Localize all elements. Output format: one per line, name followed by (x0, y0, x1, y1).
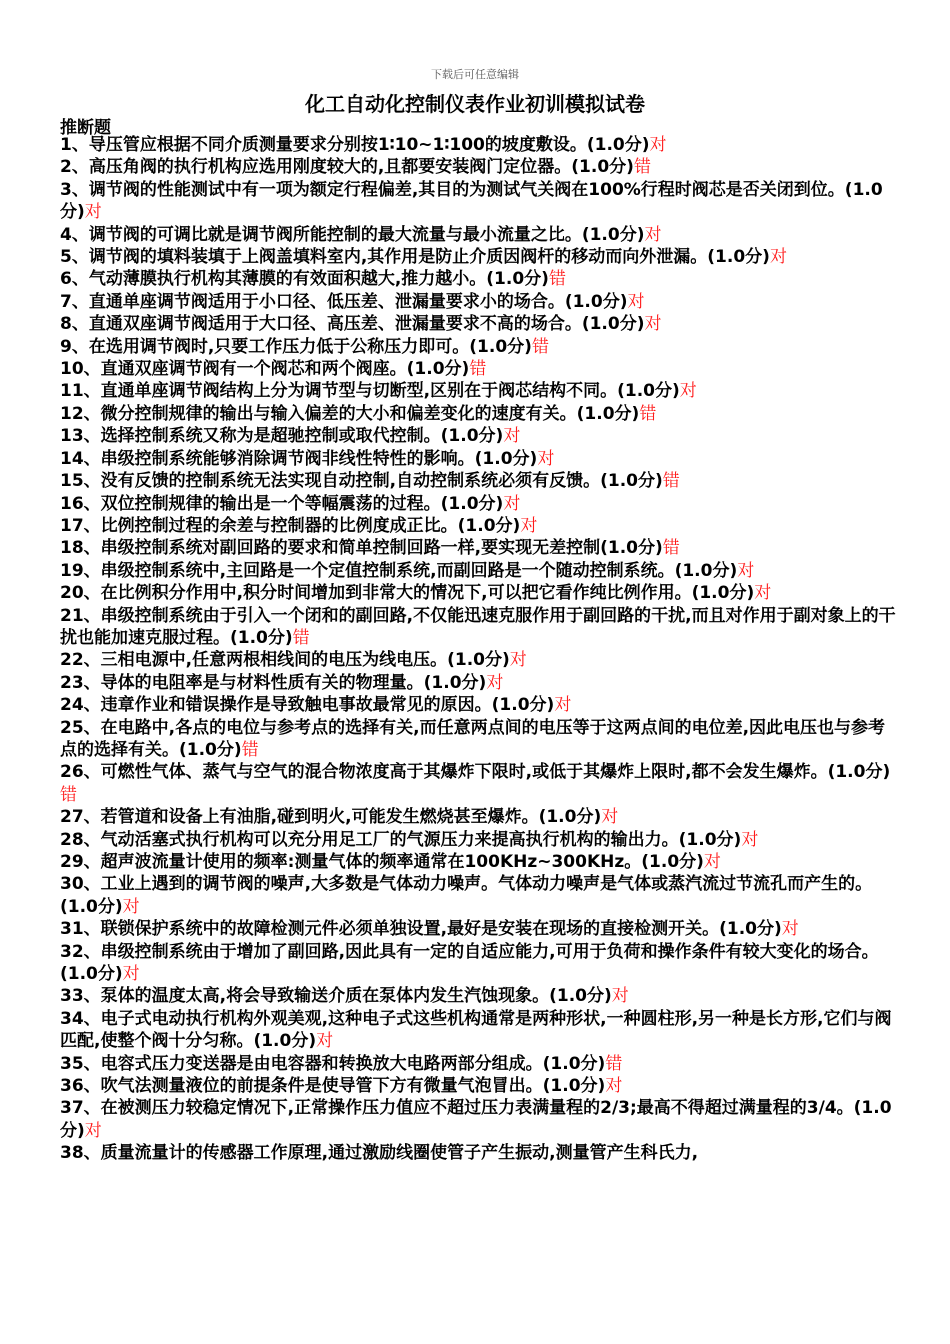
question-text: 6、气动薄膜执行机构其薄膜的有效面积越大,推力越小。(1.0分) (60, 269, 549, 290)
question-item (60, 1097, 896, 1142)
question-item (60, 156, 896, 178)
answer-mark: 对 (554, 695, 572, 716)
question-text: 38、质量流量计的传感器工作原理,通过激励线圈使管子产生振动,测量管产生科氏力, (60, 1143, 699, 1164)
question-text: 10、直通双座调节阀有一个阀芯和两个阀座。(1.0分) (60, 359, 470, 380)
question-item (60, 829, 896, 851)
answer-mark: 对 (520, 515, 538, 536)
question-item (60, 717, 896, 762)
answer-mark: 对 (679, 381, 697, 402)
question-text: 27、若管道和设备上有油脂,碰到明火,可能发生燃烧甚至爆炸。(1.0分) (60, 807, 602, 828)
question-text: 30、工业上遇到的调节阀的噪声,大多数是气体动力噪声。气体动力噪声是气体或蒸汽流过节流孔而产生的。(1.0分) (60, 874, 873, 917)
question-item (60, 761, 896, 806)
question-list (60, 134, 896, 1165)
answer-mark: 对 (644, 314, 662, 335)
answer-mark: 对 (122, 964, 140, 985)
question-item (60, 672, 896, 694)
answer-mark: 错 (241, 739, 259, 760)
question-text: 3、调节阀的性能测试中有一项为额定行程偏差,其目的为测试气关阀在100%行程时阀芯是否关闭到位。(1.0分) (60, 179, 883, 223)
answer-mark: 错 (548, 269, 566, 290)
question-text: 20、在比例积分作用中,积分时间增加到非常大的情况下,可以把它看作纯比例作用。(1.0分) (60, 583, 755, 604)
question-item (60, 403, 896, 425)
answer-mark: 对 (737, 560, 755, 581)
question-text: 12、微分控制规律的输出与输入偏差的大小和偏差变化的速度有关。(1.0分) (60, 403, 640, 424)
answer-mark: 对 (509, 650, 527, 671)
answer-mark: 对 (754, 583, 772, 604)
answer-mark: 错 (292, 627, 310, 648)
question-item (60, 605, 896, 650)
answer-mark: 对 (627, 291, 645, 312)
question-text: 4、调节阀的可调比就是调节阀所能控制的最大流量与最小流量之比。(1.0分) (60, 224, 645, 245)
question-text: 26、可燃性气体、蒸气与空气的混合物浓度高于其爆炸下限时,或低于其爆炸上限时,都不会发生爆炸。(1.0分) (60, 762, 891, 783)
question-text: 15、没有反馈的控制系统无法实现自动控制,自动控制系统必须有反馈。(1.0分) (60, 471, 663, 492)
answer-mark: 错 (662, 471, 680, 492)
answer-mark: 对 (486, 672, 504, 693)
section-title: 推断题 (60, 118, 111, 138)
answer-mark: 错 (60, 784, 77, 805)
answer-mark: 对 (649, 135, 667, 155)
question-item (60, 336, 896, 358)
question-item (60, 537, 896, 559)
question-text: 14、串级控制系统能够消除调节阀非线性特性的影响。(1.0分) (60, 448, 538, 469)
question-text: 1、导压管应根据不同介质测量要求分别按1∶10~1∶100的坡度敷设。(1.0分) (60, 135, 650, 155)
answer-mark: 错 (639, 403, 657, 424)
answer-mark: 对 (537, 448, 555, 469)
question-text: 32、串级控制系统由于增加了副回路,因此具有一定的自适应能力,可用于负荷和操作条件有较大变化的场合。(1.0分) (60, 941, 879, 985)
answer-mark: 对 (644, 224, 662, 245)
question-item (60, 224, 896, 246)
question-text: 18、串级控制系统对副回路的要求和简单控制回路一样,要实现无差控制(1.0分) (60, 538, 663, 559)
question-item (60, 582, 896, 604)
question-item (60, 873, 896, 918)
question-text: 28、气动活塞式执行机构可以充分用足工厂的气源压力来提高执行机构的输出力。(1.0分) (60, 829, 742, 850)
answer-mark: 对 (605, 1076, 623, 1097)
question-text: 37、在被测压力较稳定情况下,正常操作压力值应不超过压力表满量程的2/3;最高不得超过满量程的3/4。(1.0分) (60, 1098, 892, 1141)
question-item (60, 1142, 896, 1164)
question-text: 19、串级控制系统中,主回路是一个定值控制系统,而副回路是一个随动控制系统。(1.0分) (60, 560, 738, 581)
question-text: 16、双位控制规律的输出是一个等幅震荡的过程。(1.0分) (60, 493, 504, 514)
question-text: 31、联锁保护系统中的故障检测元件必须单独设置,最好是安装在现场的直接检测开关。(1.0分) (60, 919, 782, 940)
question-text: 23、导体的电阻率是与材料性质有关的物理量。(1.0分) (60, 672, 487, 693)
question-item (60, 291, 896, 313)
question-text: 33、泵体的温度太高,将会导致输送介质在泵体内发生汽蚀现象。(1.0分) (60, 986, 612, 1007)
question-item (60, 179, 896, 224)
question-item (60, 448, 896, 470)
question-item (60, 1008, 896, 1053)
question-text: 17、比例控制过程的余差与控制器的比例度成正比。(1.0分) (60, 515, 521, 536)
answer-mark: 对 (316, 1031, 334, 1052)
question-item (60, 358, 896, 380)
answer-mark: 对 (503, 426, 521, 447)
page-title: 化工自动化控制仪表作业初训模拟试卷 (305, 92, 645, 116)
answer-mark: 对 (601, 807, 619, 828)
answer-mark: 对 (84, 202, 102, 223)
question-item (60, 493, 896, 515)
answer-mark: 错 (531, 336, 549, 357)
question-text: 25、在电路中,各点的电位与参考点的选择有关,而任意两点间的电压等于这两点间的电位差,因此电压也与参考点的选择有关。(1.0分) (60, 717, 886, 760)
question-text: 34、电子式电动执行机构外观美观,这种电子式这些机构通常是两种形状,一种圆柱形,另一种是长方形,它们与阀匹配,使整个阀十分匀称。(1.0分) (60, 1008, 892, 1052)
question-text: 22、三相电源中,任意两根相线间的电压为线电压。(1.0分) (60, 650, 510, 671)
question-item (60, 268, 896, 290)
answer-mark: 错 (633, 157, 651, 178)
question-text: 35、电容式压力变送器是由电容器和转换放大电路两部分组成。(1.0分) (60, 1053, 606, 1074)
question-text: 2、高压角阀的执行机构应选用刚度较大的,且都要安装阀门定位器。(1.0分) (60, 157, 634, 178)
question-item (60, 134, 896, 156)
answer-mark: 对 (781, 919, 799, 940)
question-text: 9、在选用调节阀时,只要工作压力低于公称压力即可。(1.0分) (60, 336, 532, 357)
question-item (60, 649, 896, 671)
question-text: 21、串级控制系统由于引入一个闭和的副回路,不仅能迅速克服作用于副回路的干扰,而且对作用于副对象上的干扰也能加速克服过程。(1.0分) (60, 605, 896, 648)
answer-mark: 对 (122, 896, 140, 917)
question-item (60, 985, 896, 1007)
answer-mark: 对 (503, 493, 521, 514)
question-text: 29、超声波流量计使用的频率:测量气体的频率通常在100KHz~300KHz。(1.0分) (60, 852, 704, 872)
question-item (60, 918, 896, 940)
question-text: 5、调节阀的填料装填于上阀盖填料室内,其作用是防止介质因阀杆的移动而向外泄漏。(1.0分) (60, 247, 770, 268)
question-item (60, 515, 896, 537)
question-item (60, 246, 896, 268)
answer-mark: 对 (84, 1120, 102, 1141)
question-text: 11、直通单座调节阀结构上分为调节型与切断型,区别在于阀芯结构不同。(1.0分) (60, 381, 680, 402)
question-item (60, 941, 896, 986)
question-item (60, 313, 896, 335)
question-item (60, 380, 896, 402)
question-text: 8、直通双座调节阀适用于大口径、高压差、泄漏量要求不高的场合。(1.0分) (60, 314, 645, 335)
header-note: 下载后可任意编辑 (431, 68, 519, 81)
question-item (60, 1053, 896, 1075)
answer-mark: 对 (611, 986, 629, 1007)
answer-mark: 错 (469, 359, 487, 380)
answer-mark: 对 (703, 852, 721, 872)
question-item (60, 560, 896, 582)
answer-mark: 对 (741, 829, 759, 850)
question-item (60, 425, 896, 447)
answer-mark: 对 (769, 247, 787, 268)
question-item (60, 470, 896, 492)
question-text: 13、选择控制系统又称为是超驰控制或取代控制。(1.0分) (60, 426, 504, 447)
answer-mark: 错 (605, 1053, 623, 1074)
question-text: 7、直通单座调节阀适用于小口径、低压差、泄漏量要求小的场合。(1.0分) (60, 291, 628, 312)
question-item (60, 806, 896, 828)
question-text: 36、吹气法测量液位的前提条件是使导管下方有微量气泡冒出。(1.0分) (60, 1076, 606, 1097)
question-text: 24、违章作业和错误操作是导致触电事故最常见的原因。(1.0分) (60, 695, 555, 716)
question-item (60, 1075, 896, 1097)
question-item (60, 694, 896, 716)
answer-mark: 错 (662, 538, 680, 559)
question-item (60, 851, 896, 873)
